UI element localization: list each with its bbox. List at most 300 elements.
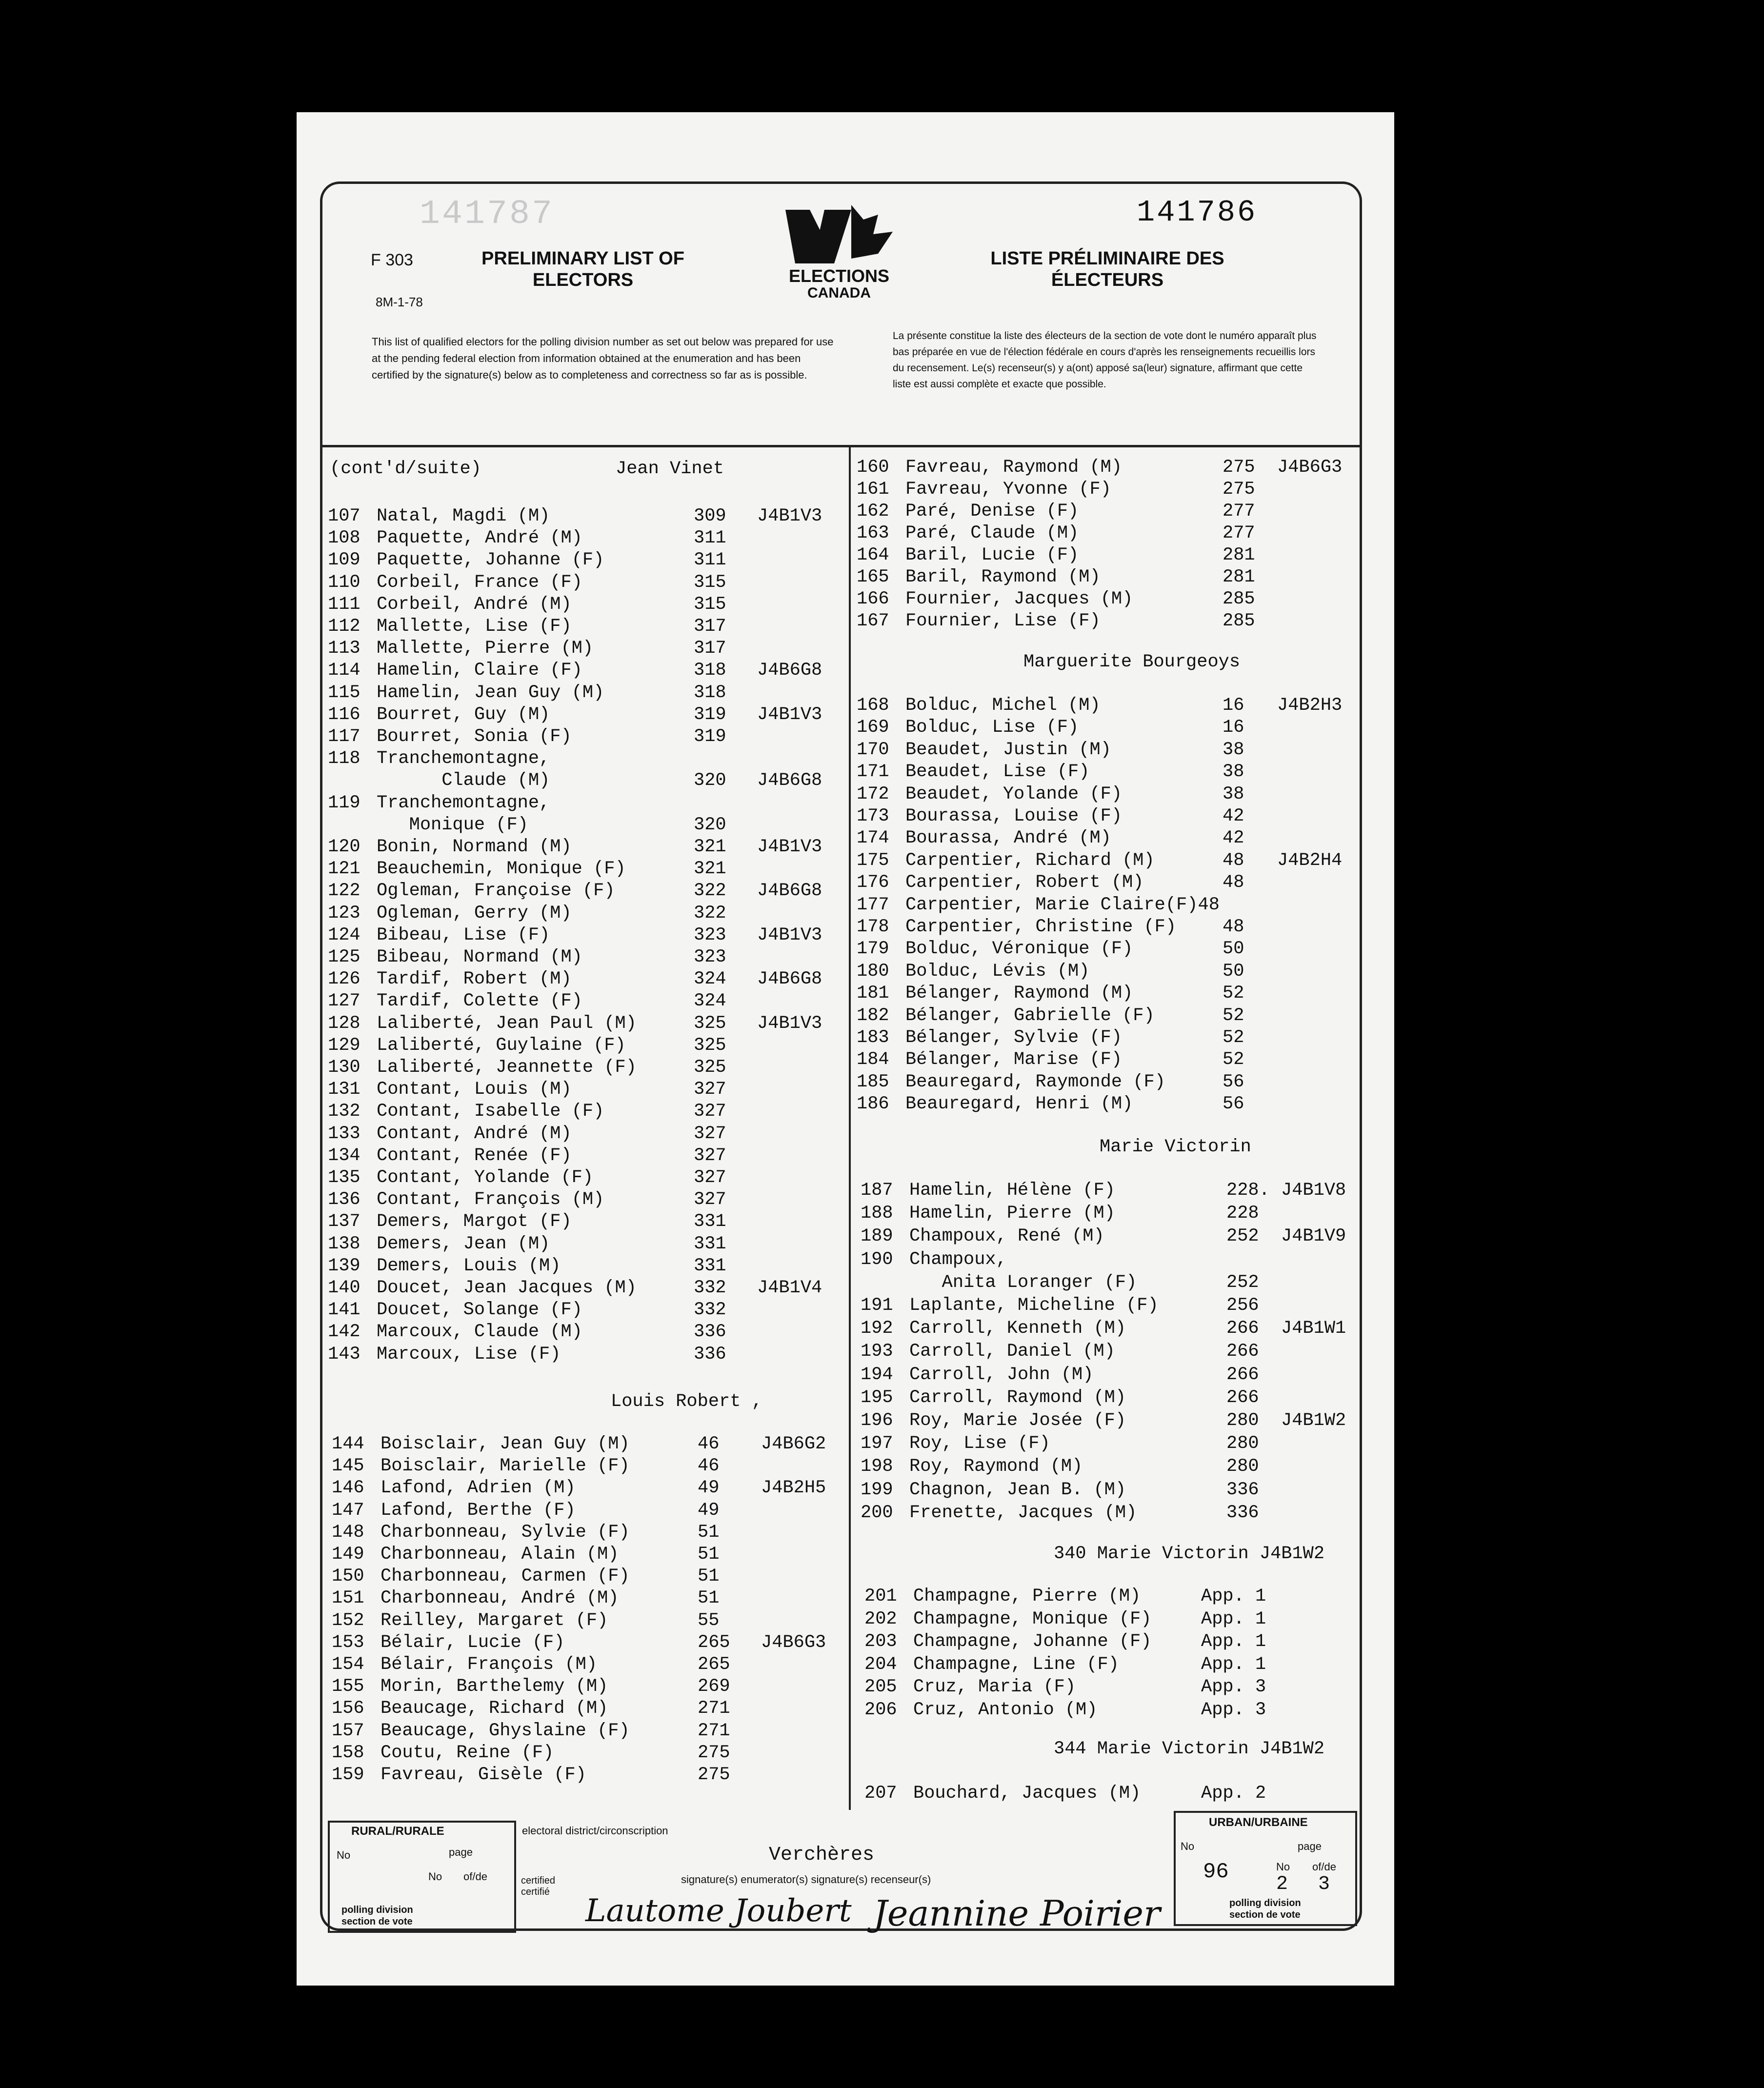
entry-number: 188: [861, 1203, 893, 1224]
street-number: 271: [698, 1698, 730, 1719]
entry-number: 176: [857, 872, 889, 893]
postal-code: J4B6G8: [757, 660, 822, 681]
elector-name: Carroll, John (M): [909, 1364, 1094, 1385]
street-number: 318: [694, 660, 726, 681]
elector-name: Mallette, Pierre (M): [377, 638, 594, 659]
entry-number: 127: [328, 991, 361, 1012]
entry-number: 133: [328, 1123, 361, 1144]
street-number: App. 3: [1201, 1677, 1266, 1698]
entry-number: 110: [328, 572, 361, 593]
elector-name: Champagne, Monique (F): [913, 1608, 1152, 1629]
entry-number: 125: [328, 947, 361, 967]
street-number: 228.: [1226, 1180, 1270, 1201]
street-number: 327: [694, 1145, 726, 1166]
street-number: 50: [1223, 939, 1244, 960]
street-number: 327: [694, 1101, 726, 1122]
entry-number: 200: [861, 1502, 893, 1523]
urban-page-no-label: No: [1276, 1861, 1290, 1873]
elector-name: Coutu, Reine (F): [381, 1742, 554, 1763]
elector-name: Beaucage, Richard (M): [381, 1698, 608, 1719]
urban-of-label: of/de: [1312, 1861, 1336, 1873]
elector-name: Monique (F): [377, 814, 528, 835]
page-total: 3: [1318, 1873, 1330, 1895]
elector-name: Bolduc, Michel (M): [905, 695, 1101, 716]
urban-page-label: page: [1298, 1840, 1322, 1852]
entry-number: 124: [328, 924, 361, 945]
elector-name: Roy, Marie Josée (F): [909, 1410, 1126, 1431]
street-number: 277: [1223, 501, 1255, 522]
entry-number: 186: [857, 1094, 889, 1115]
entry-number: 199: [861, 1479, 893, 1500]
postal-code: J4B1W2: [1281, 1410, 1346, 1431]
elector-name: Champagne, Johanne (F): [913, 1631, 1152, 1652]
entry-number: 131: [328, 1079, 361, 1100]
street-number: 319: [694, 704, 726, 725]
street-number: 252: [1226, 1272, 1259, 1293]
entry-number: 123: [328, 903, 361, 924]
elector-name: Favreau, Yvonne (F): [905, 479, 1111, 500]
street-number: 252: [1226, 1226, 1259, 1247]
street-number: 332: [694, 1278, 726, 1298]
entry-number: 201: [864, 1586, 897, 1606]
entry-number: 170: [857, 739, 889, 760]
street-number: 38: [1223, 783, 1244, 804]
street-number: 323: [694, 947, 726, 967]
elector-name: Reilley, Margaret (F): [381, 1610, 608, 1631]
elector-name: Charbonneau, Carmen (F): [381, 1566, 630, 1587]
elector-name: Chagnon, Jean B. (M): [909, 1479, 1126, 1500]
street-number: 327: [694, 1167, 726, 1188]
elector-name: Champoux, René (M): [909, 1226, 1104, 1247]
title-english: [468, 248, 698, 291]
street-number: 320: [694, 770, 726, 791]
signature-label: signature(s) enumerator(s) signature(s) recenseur(s): [681, 1873, 931, 1886]
street-number: 16: [1223, 695, 1244, 716]
entry-number: 122: [328, 881, 361, 902]
elector-name: Paré, Claude (M): [905, 523, 1079, 543]
street-number: 320: [694, 814, 726, 835]
street-number: 256: [1226, 1295, 1259, 1316]
entry-number: 192: [861, 1318, 893, 1339]
title-french-line1: LISTE PRÉLIMINAIRE DES: [990, 248, 1224, 269]
street-number: 48: [1223, 917, 1244, 937]
entry-number: 149: [332, 1544, 364, 1565]
street-number: 317: [694, 616, 726, 637]
entry-number: 137: [328, 1211, 361, 1232]
street-number: 323: [694, 924, 726, 945]
elector-name: Bélanger, Sylvie (F): [905, 1027, 1123, 1048]
street-number: 16: [1223, 717, 1244, 738]
entry-number: 114: [328, 660, 361, 681]
street-number: 269: [698, 1676, 730, 1697]
elector-name: Bourassa, Louise (F): [905, 806, 1123, 826]
elector-name: Champagne, Pierre (M): [913, 1586, 1141, 1606]
street-number: 52: [1223, 1049, 1244, 1070]
street-number: 56: [1223, 1071, 1244, 1092]
title-english-line1: PRELIMINARY LIST OF: [481, 248, 684, 269]
entry-number: 141: [328, 1300, 361, 1321]
entry-number: 115: [328, 682, 361, 703]
street-number: 48: [1223, 872, 1244, 893]
postal-code: J4B1V8: [1281, 1180, 1346, 1201]
street-number: 280: [1226, 1410, 1259, 1431]
rural-page-label: page: [449, 1846, 473, 1858]
elector-name: Carpentier, Marie Claire(F)48: [905, 894, 1220, 915]
entry-number: 152: [332, 1610, 364, 1631]
entry-number: 185: [857, 1071, 889, 1092]
rural-polling-label-2: section de vote: [341, 1916, 413, 1927]
elector-name: Corbeil, France (F): [377, 572, 582, 593]
entry-number: 119: [328, 792, 361, 813]
street-number: 317: [694, 638, 726, 659]
entry-number: 163: [857, 523, 889, 543]
street-number: 228: [1226, 1203, 1259, 1224]
street-number: 281: [1223, 567, 1255, 587]
street-number: 52: [1223, 1005, 1244, 1026]
street-number: 285: [1223, 589, 1255, 609]
entry-number: 118: [328, 748, 361, 769]
street-number: 325: [694, 1035, 726, 1056]
street-number: 332: [694, 1300, 726, 1321]
street-number: 311: [694, 528, 726, 549]
district-label: electoral district/circonscription: [522, 1825, 668, 1837]
intro-french: La présente constitue la liste des électeurs de la section de vote dont le numéro apparaît plus bas préparée en vue de l'élection fédérale en cours d'après les renseignements recueillis lors du recensement. Le(s) recenseur(s) y a(ont) apposé sa(leur) signature, affirmant que cette liste est aussi complète et exacte que possible.: [893, 330, 1317, 390]
elector-name: Roy, Raymond (M): [909, 1456, 1083, 1477]
elector-name: Corbeil, André (M): [377, 594, 572, 615]
elector-name: Paquette, Johanne (F): [377, 550, 604, 571]
entry-number: 139: [328, 1255, 361, 1276]
elector-name: Bolduc, Lévis (M): [905, 961, 1090, 982]
street-number: 275: [1223, 457, 1255, 478]
elector-name: Bolduc, Véronique (F): [905, 939, 1133, 960]
street-number: App. 2: [1201, 1783, 1266, 1804]
entry-number: 145: [332, 1456, 364, 1477]
street-heading-344-marie-victorin: 344 Marie Victorin J4B1W2: [1054, 1739, 1325, 1759]
street-number: 51: [698, 1522, 720, 1543]
logo-text-elections: ELECTIONS: [788, 266, 890, 286]
entry-number: 178: [857, 917, 889, 937]
entry-number: 154: [332, 1654, 364, 1675]
elector-name: Bonin, Normand (M): [377, 837, 572, 857]
street-number: 331: [694, 1233, 726, 1254]
street-number: App. 1: [1201, 1586, 1266, 1606]
entry-number: 184: [857, 1049, 889, 1070]
street-number: 321: [694, 837, 726, 857]
entry-number: 158: [332, 1742, 364, 1763]
elector-name: Doucet, Solange (F): [377, 1300, 582, 1321]
elector-name: Hamelin, Pierre (M): [909, 1203, 1115, 1224]
entry-number: 112: [328, 616, 361, 637]
entry-number: 175: [857, 850, 889, 871]
entry-number: 165: [857, 567, 889, 587]
intro-english: This list of qualified electors for the polling division number as set out below was prepared for use at the pending federal election from information obtained at the enumeration and has been certified by the signature(s) below as to completeness and correctness so far as is possible.: [372, 336, 834, 381]
elector-name: Charbonneau, Alain (M): [381, 1544, 619, 1565]
entry-number: 206: [864, 1700, 897, 1720]
street-number: 318: [694, 682, 726, 703]
elector-name: Paré, Denise (F): [905, 501, 1079, 522]
street-number: 331: [694, 1211, 726, 1232]
postal-code: J4B2H3: [1277, 695, 1343, 716]
entry-number: 147: [332, 1500, 364, 1521]
postal-code: J4B1V3: [757, 506, 822, 526]
entry-number: 128: [328, 1013, 361, 1034]
entry-number: 107: [328, 506, 361, 526]
elector-name: Bibeau, Lise (F): [377, 924, 550, 945]
elector-name: Mallette, Lise (F): [377, 616, 572, 637]
elector-name: Marcoux, Claude (M): [377, 1322, 582, 1343]
postal-code: J4B1V3: [757, 924, 822, 945]
entry-number: 159: [332, 1765, 364, 1785]
entry-number: 180: [857, 961, 889, 982]
street-number: 325: [694, 1057, 726, 1078]
street-number: 50: [1223, 961, 1244, 982]
street-number: App. 1: [1201, 1631, 1266, 1652]
elector-name: Anita Loranger (F): [909, 1272, 1137, 1293]
elector-name: Hamelin, Jean Guy (M): [377, 682, 604, 703]
elector-name: Bélanger, Raymond (M): [905, 983, 1133, 1004]
street-number: 322: [694, 881, 726, 902]
elector-name: Contant, Isabelle (F): [377, 1101, 604, 1122]
street-number: 38: [1223, 762, 1244, 783]
elector-name: Baril, Raymond (M): [905, 567, 1101, 587]
street-number: 280: [1226, 1433, 1259, 1454]
title-french-line2: ÉLECTEURS: [1051, 270, 1164, 290]
logo-text-canada: CANADA: [807, 285, 871, 301]
street-number: 46: [698, 1434, 720, 1454]
urban-label: URBAN/URBAINE: [1209, 1816, 1308, 1829]
entry-number: 181: [857, 983, 889, 1004]
entry-number: 113: [328, 638, 361, 659]
street-number: 265: [698, 1654, 730, 1675]
elector-name: Bolduc, Lise (F): [905, 717, 1079, 738]
postal-code: J4B6G3: [1277, 457, 1343, 478]
street-heading-jean-vinet: Jean Vinet: [616, 459, 724, 479]
postal-code: J4B1V9: [1281, 1226, 1346, 1247]
entry-number: 142: [328, 1322, 361, 1343]
street-number: 281: [1223, 545, 1255, 565]
elector-name: Carpentier, Christine (F): [905, 917, 1177, 937]
street-number: 327: [694, 1079, 726, 1100]
postal-code: J4B2H5: [761, 1478, 826, 1499]
certified-label: certified certifié: [521, 1875, 556, 1897]
entry-number: 134: [328, 1145, 361, 1166]
entry-number: 171: [857, 762, 889, 783]
elector-name: Demers, Jean (M): [377, 1233, 550, 1254]
entry-number: 194: [861, 1364, 893, 1385]
entry-number: 140: [328, 1278, 361, 1298]
entry-number: 161: [857, 479, 889, 500]
street-number: App. 3: [1201, 1700, 1266, 1720]
elector-name: Bourret, Sonia (F): [377, 726, 572, 747]
entry-number: 187: [861, 1180, 893, 1201]
entry-number: 157: [332, 1720, 364, 1741]
street-number: 266: [1226, 1387, 1259, 1408]
postal-code: J4B6G3: [761, 1632, 826, 1653]
street-number: 285: [1223, 611, 1255, 631]
entry-number: 202: [864, 1608, 897, 1629]
street-number: 52: [1223, 1027, 1244, 1048]
street-number: 49: [698, 1478, 720, 1499]
elector-name: Ogleman, Gerry (M): [377, 903, 572, 924]
elector-name: Charbonneau, Sylvie (F): [381, 1522, 630, 1543]
entry-number: 164: [857, 545, 889, 565]
elector-name: Favreau, Raymond (M): [905, 457, 1123, 478]
elector-name: Beauregard, Raymonde (F): [905, 1071, 1165, 1092]
elector-name: Bibeau, Normand (M): [377, 947, 582, 967]
faded-stamp-number: 141787: [420, 195, 555, 234]
elector-name: Beauregard, Henri (M): [905, 1094, 1133, 1115]
street-number: 265: [698, 1632, 730, 1653]
entry-number: 146: [332, 1478, 364, 1499]
entry-number: 191: [861, 1295, 893, 1316]
elector-name: Laplante, Micheline (F): [909, 1295, 1159, 1316]
form-date: 8M-1-78: [376, 295, 423, 309]
elector-name: Carpentier, Richard (M): [905, 850, 1155, 871]
elector-name: Bourret, Guy (M): [377, 704, 550, 725]
street-number: 324: [694, 991, 726, 1012]
street-heading-marie-victorin: Marie Victorin: [1100, 1137, 1251, 1157]
elector-name: Roy, Lise (F): [909, 1433, 1050, 1454]
street-number: 55: [698, 1610, 720, 1631]
entry-number: 169: [857, 717, 889, 738]
street-number: 336: [1226, 1479, 1259, 1500]
entry-number: 195: [861, 1387, 893, 1408]
street-number: 266: [1226, 1341, 1259, 1362]
postal-code: J4B6G8: [757, 770, 822, 791]
form-code: F 303: [371, 251, 413, 269]
elector-name: Champoux,: [909, 1249, 1007, 1270]
street-number: 321: [694, 859, 726, 880]
entry-number: 166: [857, 589, 889, 609]
street-number: 280: [1226, 1456, 1259, 1477]
entry-number: 129: [328, 1035, 361, 1056]
entry-number: 109: [328, 550, 361, 571]
street-number: 319: [694, 726, 726, 747]
street-number: 46: [698, 1456, 720, 1477]
entry-number: 203: [864, 1631, 897, 1652]
street-number: 49: [698, 1500, 720, 1521]
entry-number: 153: [332, 1632, 364, 1653]
elector-name: Beaudet, Lise (F): [905, 762, 1090, 783]
elector-name: Bourassa, André (M): [905, 828, 1111, 849]
street-number: 275: [698, 1742, 730, 1763]
elector-name: Tranchemontagne,: [377, 748, 550, 769]
postal-code: J4B6G8: [757, 969, 822, 990]
entry-number: 150: [332, 1566, 364, 1587]
street-heading-marguerite-bourgeoys: Marguerite Bourgeoys: [1023, 652, 1241, 672]
elector-name: Cruz, Maria (F): [913, 1677, 1076, 1698]
elector-name: Contant, André (M): [377, 1123, 572, 1144]
street-number: 331: [694, 1255, 726, 1276]
postal-code: J4B1V3: [757, 704, 822, 725]
entry-number: 190: [861, 1249, 893, 1270]
entry-number: 197: [861, 1433, 893, 1454]
elector-name: Tranchemontagne,: [377, 792, 550, 813]
street-number: 266: [1226, 1318, 1259, 1339]
street-number: 51: [698, 1588, 720, 1609]
urban-no-label: No: [1181, 1840, 1195, 1852]
entry-number: 136: [328, 1189, 361, 1210]
street-number: 336: [694, 1322, 726, 1343]
district-value: Verchères: [769, 1844, 875, 1866]
elector-name: Claude (M): [377, 770, 550, 791]
postal-code: J4B1V3: [757, 837, 822, 857]
street-number: 327: [694, 1189, 726, 1210]
street-number: 327: [694, 1123, 726, 1144]
entry-number: 172: [857, 783, 889, 804]
street-number: 42: [1223, 806, 1244, 826]
title-french: [971, 248, 1244, 291]
entry-number: 120: [328, 837, 361, 857]
elector-name: Hamelin, Hélène (F): [909, 1180, 1115, 1201]
street-number: 309: [694, 506, 726, 526]
elector-name: Bélanger, Marise (F): [905, 1049, 1123, 1070]
entry-number: 174: [857, 828, 889, 849]
elector-name: Bélair, Lucie (F): [381, 1632, 565, 1653]
street-number: 48: [1223, 850, 1244, 871]
elector-name: Laliberté, Guylaine (F): [377, 1035, 626, 1056]
elector-name: Charbonneau, André (M): [381, 1588, 619, 1609]
elector-name: Demers, Louis (M): [377, 1255, 561, 1276]
elector-name: Laliberté, Jeannette (F): [377, 1057, 637, 1078]
street-number: 275: [698, 1765, 730, 1785]
entry-number: 168: [857, 695, 889, 716]
entry-number: 167: [857, 611, 889, 631]
entry-number: 148: [332, 1522, 364, 1543]
elector-name: Morin, Barthelemy (M): [381, 1676, 608, 1697]
entry-number: 116: [328, 704, 361, 725]
street-number: 324: [694, 969, 726, 990]
column-divider: [849, 445, 851, 1810]
street-number: 42: [1223, 828, 1244, 849]
street-number: 56: [1223, 1094, 1244, 1115]
street-number: 271: [698, 1720, 730, 1741]
elector-name: Bouchard, Jacques (M): [913, 1783, 1141, 1804]
header-divider: [322, 445, 1360, 447]
street-heading-louis-robert: Louis Robert ,: [611, 1391, 762, 1412]
elector-name: Boisclair, Jean Guy (M): [381, 1434, 630, 1454]
entry-number: 160: [857, 457, 889, 478]
elector-name: Demers, Margot (F): [377, 1211, 572, 1232]
street-number: 51: [698, 1544, 720, 1565]
polling-division-number: 96: [1203, 1860, 1229, 1884]
postal-code: J4B1V3: [757, 1013, 822, 1034]
entry-number: 198: [861, 1456, 893, 1477]
street-number: 336: [694, 1344, 726, 1365]
elector-name: Carpentier, Robert (M): [905, 872, 1144, 893]
elector-name: Bélair, François (M): [381, 1654, 598, 1675]
elector-name: Beaucage, Ghyslaine (F): [381, 1720, 630, 1741]
entry-number: 132: [328, 1101, 361, 1122]
rural-label: RURAL/RURALE: [351, 1825, 444, 1838]
street-number: 322: [694, 903, 726, 924]
urban-polling-label-1: polling division: [1229, 1898, 1301, 1908]
elector-name: Paquette, André (M): [377, 528, 582, 549]
entry-number: 155: [332, 1676, 364, 1697]
entry-number: 111: [328, 594, 361, 615]
entry-number: 179: [857, 939, 889, 960]
elector-name: Contant, Louis (M): [377, 1079, 572, 1100]
entry-number: 151: [332, 1588, 364, 1609]
street-number: App. 1: [1201, 1608, 1266, 1629]
elector-name: Carroll, Raymond (M): [909, 1387, 1126, 1408]
elector-name: Lafond, Adrien (M): [381, 1478, 576, 1499]
street-number: 315: [694, 594, 726, 615]
rural-no-label: No: [337, 1849, 351, 1861]
elector-name: Frenette, Jacques (M): [909, 1502, 1137, 1523]
entry-number: 205: [864, 1677, 897, 1698]
entry-number: 189: [861, 1226, 893, 1247]
